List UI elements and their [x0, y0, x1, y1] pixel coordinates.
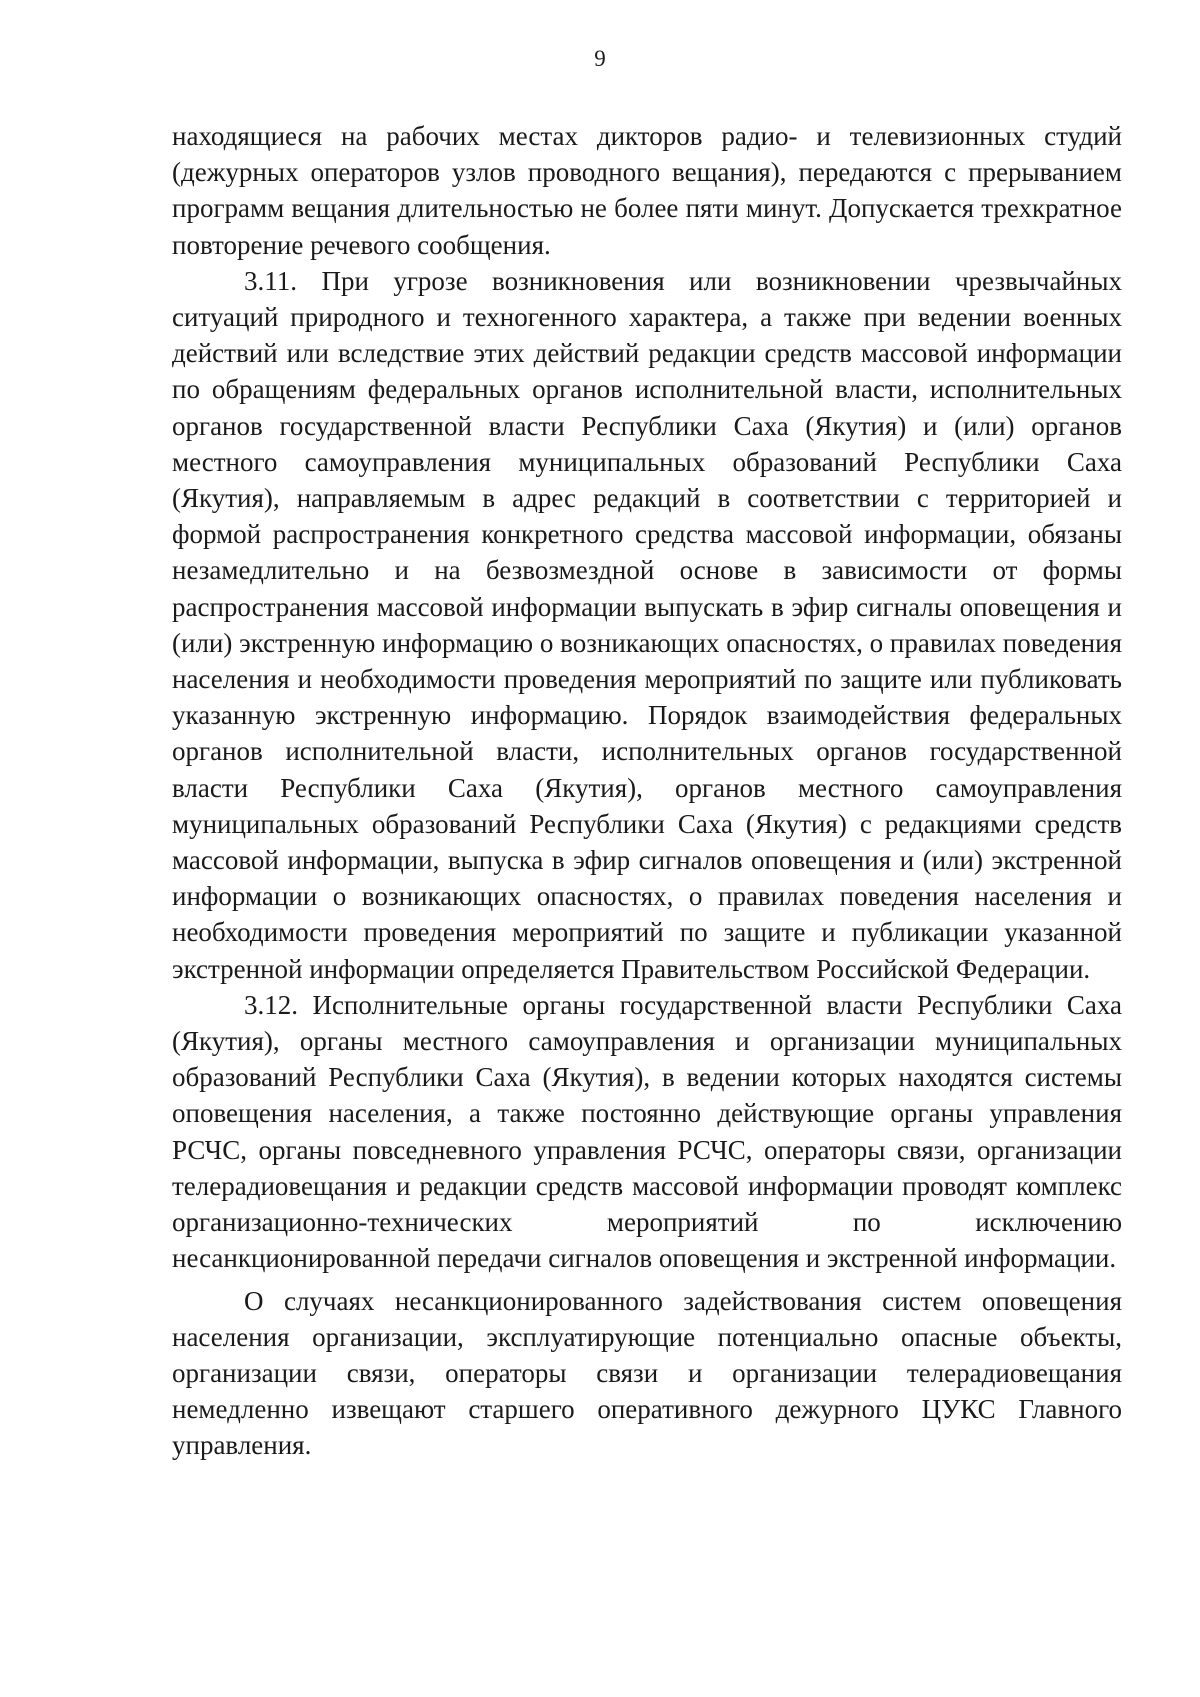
paragraph-3-12: 3.12. Исполнительные органы государственной власти Республики Саха (Якутия), органы местного самоуправления и организации муниципальных образований Республики Саха (Якутия), в ведении которых находятся системы оповещения населения, а также постоянно действующие органы управления РСЧС, органы повседневного управления РСЧС, операторы связи, организации телерадиовещания и редакции средств массовой информации проводят комплекс организационно-технических мероприятий по исключению несанкционированной передачи сигналов оповещения и экстренной информации.: [172, 989, 1122, 1274]
paragraph-3-11: 3.11. При угрозе возникновения или возникновении чрезвычайных ситуаций природного и техногенного характера, а также при ведении военных действий или вследствие этих действий редакции средств массовой информации по обращениям федеральных органов исполнительной власти, исполнительных органов государственной власти Республики Саха (Якутия) и (или) органов местного самоуправления муниципальных образований Республики Саха (Якутия), направляемым в адрес редакций в соответствии с территорией и формой распространения конкретного средства массовой информации, обязаны незамедлительно и на безвозмездной основе в зависимости от формы распространения массовой информации выпускать в эфир сигналы оповещения и (или) экстренную информацию о возникающих опасностях, о правилах поведения населения и необходимости проведения мероприятий по защите или публиковать указанную экстренную информацию. Порядок взаимодействия федеральных органов исполнительной власти, исполнительных органов государственной власти Республики Саха (Якутия), органов местного самоуправления муниципальных образований Республики Саха (Якутия) с редакциями средств массовой информации, выпуска в эфир сигналов оповещения и (или) экстренной информации о возникающих опасностях, о правилах поведения населения и необходимости проведения мероприятий по защите и публикации указанной экстренной информации определяется Правительством Российской Федерации.: [172, 265, 1122, 984]
page-number: 9: [594, 46, 606, 71]
paragraph-unauthorized-activation: О случаях несанкционированного задействования систем оповещения населения организации, эксплуатирующие потенциально опасные объекты, организации связи, операторы связи и организации телерадиовещания немедленно извещают старшего оперативного дежурного ЦУКС Главного управления.: [172, 1285, 1122, 1461]
paragraph-continuation: находящиеся на рабочих местах дикторов радио- и телевизионных студий (дежурных операторов узлов проводного вещания), передаются с прерыванием программ вещания длительностью не более пяти минут. Допускается трехкратное повторение речевого сообщения.: [172, 121, 1122, 260]
document-body: [172, 118, 1122, 1464]
